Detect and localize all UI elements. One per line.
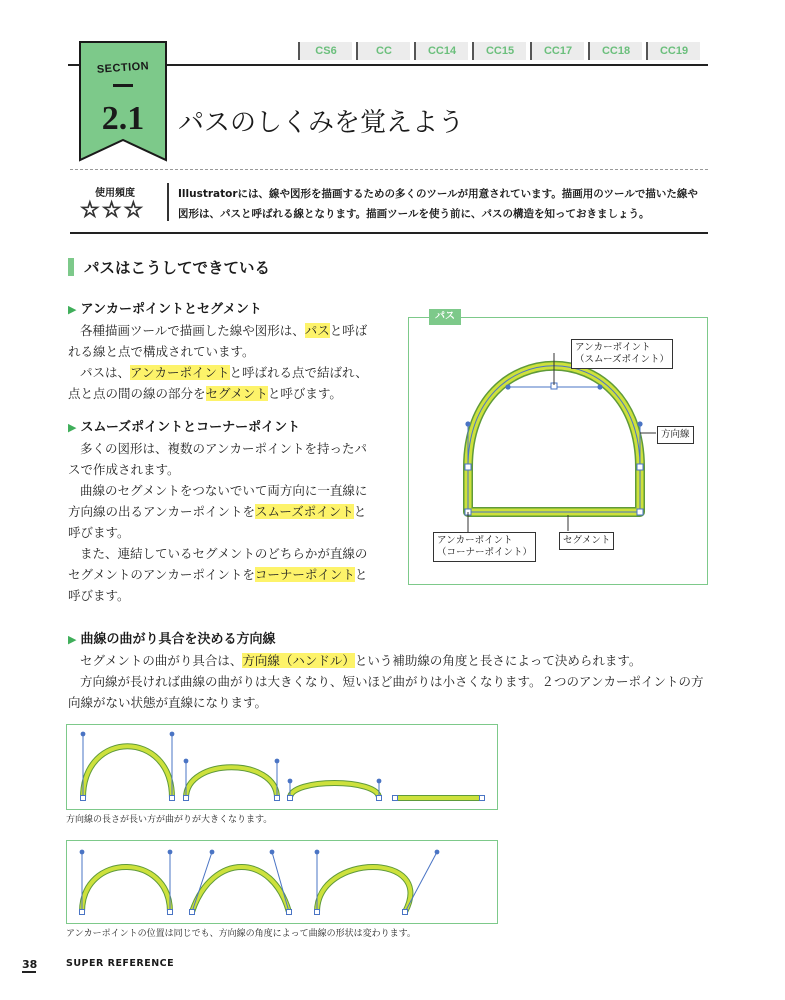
intro-text: Illustratorには、線や図形を描画するための多くのツールが用意されています。描画用のツールで描いた線や図形は、パスと呼ばれる線となります。描画ツールを使う前に、パスの構造を知っておきましょう。 <box>178 188 698 220</box>
highlight-term: セグメント <box>205 386 268 401</box>
version-tag-cc18: CC18 <box>588 42 642 60</box>
text: と呼びます。 <box>68 567 368 603</box>
version-tag-cc14: CC14 <box>414 42 468 60</box>
footer-title: SUPER REFERENCE <box>66 958 175 969</box>
label-line: アンカーポイント <box>575 342 651 353</box>
section-dash <box>113 84 133 87</box>
dotted-divider <box>70 169 708 170</box>
paragraph-handle-curve <box>68 650 708 671</box>
text: という補助線の角度と長さによって決められます。 <box>354 653 642 668</box>
section-heading: パスはこうしてできている <box>84 259 271 277</box>
paragraph-anchor <box>68 362 376 404</box>
highlight-term: アンカーポイント <box>130 365 230 380</box>
subheading-text: アンカーポイントとセグメント <box>80 302 262 317</box>
label-line: （スムーズポイント） <box>575 354 670 365</box>
highlight-term: 方向線（ハンドル） <box>242 653 355 668</box>
label-handle: 方向線 <box>657 426 694 444</box>
text: 方向線が長ければ曲線の曲がりは大きくなり、短いほど曲がりは小さくなります。２つのアンカーポイントの方向線がない状態が直線になります。 <box>68 674 704 710</box>
label-corner-point <box>433 532 536 562</box>
subheading-anchor-segment <box>68 298 262 317</box>
version-tag-cc19: CC19 <box>646 42 700 60</box>
triangle-bullet-icon: ▶ <box>68 303 77 316</box>
version-tag-cc15: CC15 <box>472 42 526 60</box>
label-line: （コーナーポイント） <box>437 547 533 558</box>
version-tag-cc17: CC17 <box>530 42 584 60</box>
paragraph-shapes <box>68 438 376 480</box>
text: と呼びます。 <box>267 386 342 401</box>
paragraph-corner <box>68 543 376 606</box>
subheading-text: 曲線の曲がり具合を決める方向線 <box>80 632 276 647</box>
star-empty-icon: ☆ <box>123 198 146 223</box>
intro-rule <box>70 232 708 234</box>
text: 各種描画ツールで描画した線や図形は、 <box>80 323 305 338</box>
version-tag-cc: CC <box>356 42 410 60</box>
frequency-divider <box>167 183 169 221</box>
paragraph-smooth <box>68 480 376 543</box>
heading-bar <box>68 258 74 276</box>
text: と呼ばれる点で結ばれ、点と点の間の線の部分を <box>68 365 368 401</box>
text: と呼ばれる線と点で構成されています。 <box>68 323 368 359</box>
text: 曲線のセグメントをつないでいて両方向に一直線に方向線の出るアンカーポイントを <box>68 483 368 519</box>
subheading-text: スムーズポイントとコーナーポイント <box>80 420 301 435</box>
handle-angle-illustration <box>66 840 498 924</box>
text: と呼びます。 <box>68 504 367 540</box>
label-smooth-point <box>571 339 673 369</box>
text: セグメントの曲がり具合は、 <box>80 653 243 668</box>
handle-length-illustration <box>66 724 498 810</box>
label-line: アンカーポイント <box>437 535 513 546</box>
text: 多くの図形は、複数のアンカーポイントを持ったパスで作成されます。 <box>68 441 368 477</box>
highlight-term: スムーズポイント <box>255 504 354 519</box>
label-segment: セグメント <box>559 532 614 550</box>
page-number: 38 <box>22 958 38 971</box>
text: パスは、 <box>80 365 131 380</box>
subheading-handles <box>68 628 275 647</box>
figure-caption-angle: アンカーポイントの位置は同じでも、方向線の角度によって曲線の形状は変わります。 <box>66 929 416 939</box>
version-tags <box>298 42 704 60</box>
page-title: パスのしくみを覚えよう <box>178 108 465 138</box>
paragraph-handle-length <box>68 671 713 713</box>
highlight-term: パス <box>304 323 330 338</box>
section-label: SECTION <box>96 60 150 76</box>
text: また、連結しているセグメントのどちらかが直線のセグメントのアンカーポイントを <box>68 546 368 582</box>
diagram-tag: パス <box>429 309 461 325</box>
frequency-label: 使用頻度 <box>95 188 135 199</box>
triangle-bullet-icon: ▶ <box>68 421 77 434</box>
highlight-term: コーナーポイント <box>254 567 355 582</box>
subheading-smooth-corner <box>68 416 300 435</box>
figure-caption-length: 方向線の長さが長い方が曲がりが大きくなります。 <box>66 815 273 825</box>
frequency-rating <box>80 198 145 223</box>
star-filled-icon: ☆ <box>80 198 102 223</box>
triangle-bullet-icon: ▶ <box>68 633 77 646</box>
section-number: 2.1 <box>101 100 145 137</box>
star-empty-icon: ☆ <box>101 198 124 223</box>
version-tag-cs6: CS6 <box>298 42 352 60</box>
page-number-underline <box>22 971 36 973</box>
paragraph-path <box>68 320 376 362</box>
